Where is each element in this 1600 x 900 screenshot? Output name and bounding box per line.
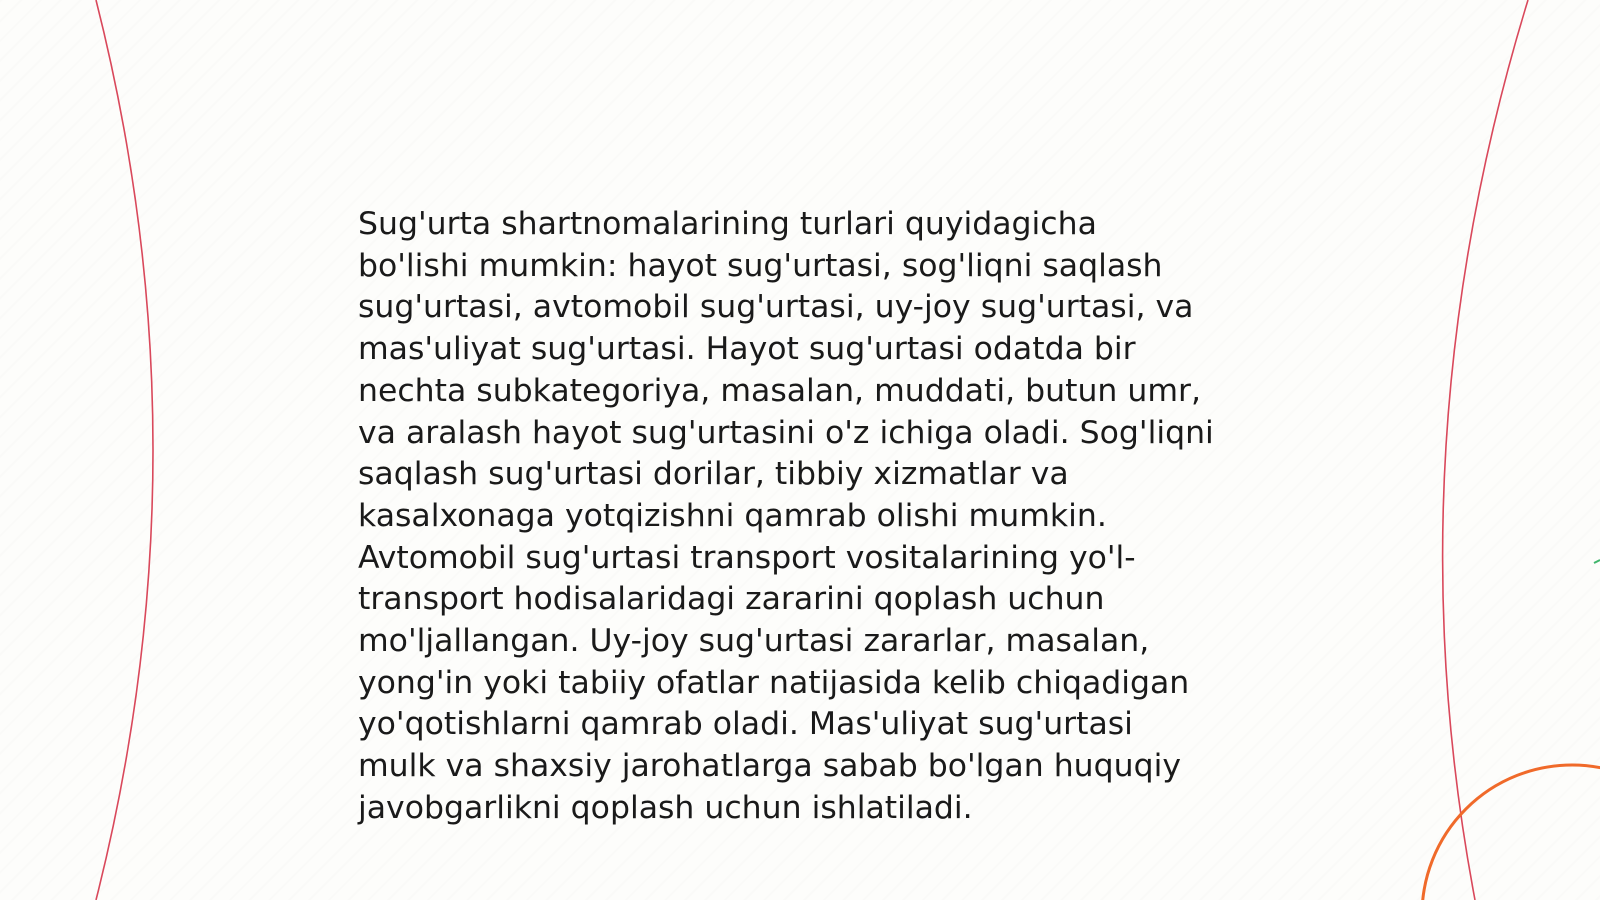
right-curve-line: [1443, 0, 1528, 900]
orange-circle-ring: [1422, 765, 1600, 900]
left-curve-line: [96, 0, 153, 900]
body-text: Sug'urta shartnomalarining turlari quyidagicha bo'lishi mumkin: hayot sug'urtasi, sog'liqni saqlash sug'urtasi, avtomobil sug'urtasi, uy-joy sug'urtasi, va mas'uliyat sug'urtasi. Hayot sug'urtasi odatda bir nechta subkategoriya, masalan, muddati, butun umr, va aralash hayot sug'urtasini o'z ichiga oladi. Sog'liqni saqlash sug'urtasi dorilar, tibbiy xizmatlar va kasalxonaga yotqizishni qamrab olishi mumkin. Avtomobil sug'urtasi transport vositalarining yo'l- transport hodisalaridagi zararini qoplash uchun mo'ljallangan. Uy-joy sug'urtasi zararlar, masalan, yong'in yoki tabiiy ofatlar natijasida kelib chiqadigan yo'qotishlarni qamrab oladi. Mas'uliyat sug'urtasi mulk va shaxsiy jarohatlarga sabab bo'lgan huquqiy javobgarlikni qoplash uchun ishlatiladi.: [358, 206, 1214, 826]
green-accent-mark: [1594, 560, 1600, 563]
